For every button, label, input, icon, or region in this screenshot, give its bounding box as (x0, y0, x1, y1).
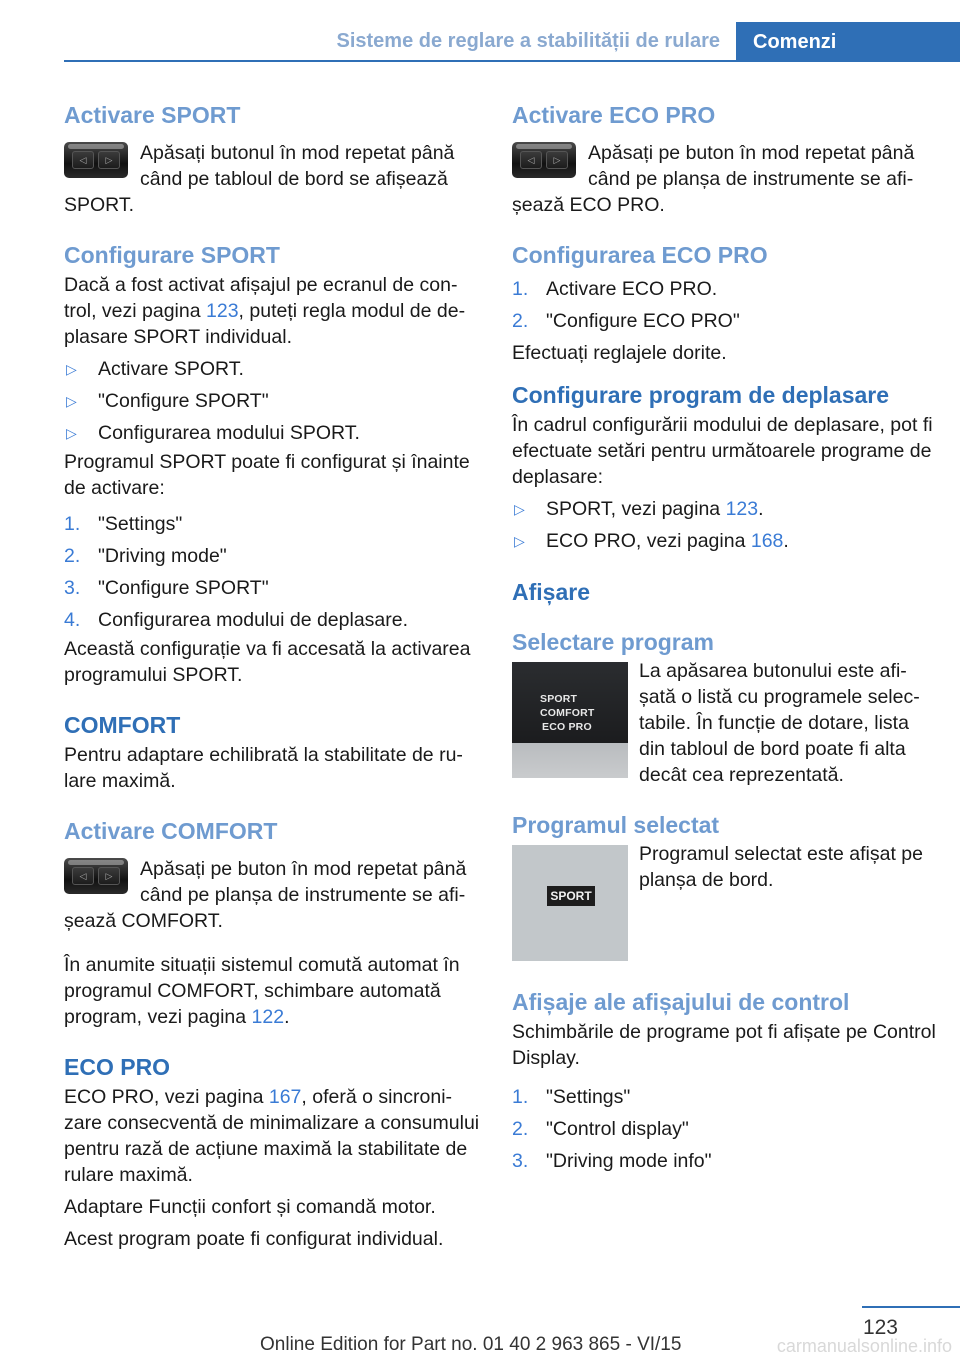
heading-activare-comfort: Activare COMFORT (64, 818, 278, 844)
page-link-123[interactable]: 123 (206, 300, 239, 322)
eco-pro-text2: Adaptare Funcții confort și comandă motor. (64, 1196, 436, 1218)
heading-configurarea-eco-pro: Configurarea ECO PRO (512, 242, 768, 268)
activare-sport-paragraph: ◁ ▷ Apăsați butonul în mod repetat până când pe tabloul de bord se afișează SPORT. (64, 142, 455, 216)
arrow-left-icon: ◁ (72, 867, 94, 885)
activare-comfort-paragraph: ◁ ▷ Apăsați pe buton în mod repetat până când pe planșa de instrumente se afișează COMFORT. (64, 858, 467, 932)
page-link-168[interactable]: 168 (750, 530, 784, 552)
triangle-bullet-icon: ▷ (66, 425, 77, 441)
programul-selectat-block: SPORT Programul selectat este afișat pe planșa de bord. (512, 841, 936, 965)
header-rule (64, 60, 960, 62)
program-list-display-image: SPORT COMFORT ECO PRO (512, 662, 628, 778)
list-item: 4. Configurarea modului de deplasare. (64, 609, 409, 631)
configurare-sport-steps (64, 508, 482, 636)
edition-text: Online Edition for Part no. 01 40 2 963 865 - VI/15 (260, 1334, 682, 1355)
heading-configurare-sport: Configurare SPORT (64, 242, 280, 268)
arrow-right-icon: ▷ (98, 151, 120, 169)
list-item: ▷ Configurarea modului SPORT. (66, 422, 360, 444)
right-column (512, 100, 936, 1177)
section-title: Sisteme de reglare a stabilității de rulare (336, 30, 720, 52)
triangle-bullet-icon: ▷ (514, 533, 525, 549)
watermark: carmanualsonline.info (776, 1336, 952, 1356)
configurare-sport-bullets (64, 353, 482, 449)
driving-mode-button-icon (64, 142, 128, 178)
triangle-bullet-icon: ▷ (514, 501, 525, 517)
page-link-123[interactable]: 123 (725, 498, 759, 520)
list-item: 3. "Configure SPORT" (64, 577, 269, 599)
chapter-tab: Comenzi (736, 22, 960, 62)
arrow-right-icon: ▷ (98, 867, 120, 885)
list-item: 2. "Control display" (512, 1118, 689, 1140)
arrow-right-icon: ▷ (546, 151, 568, 169)
eco-pro-text3: Acest program poate fi configurat individual. (64, 1228, 444, 1250)
activare-comfort-text2: În anumite situații sistemul comută automat în programul COMFORT, schimbare automată program, vezi pagina 122. (64, 954, 460, 1028)
driving-mode-button-icon (512, 142, 576, 178)
page-link-122[interactable]: 122 (251, 1006, 285, 1028)
configurare-sport-text3: Această configurație va fi accesată la activarea programului SPORT. (64, 638, 471, 686)
list-item: ▷ SPORT, vezi pagina 123. (514, 498, 764, 520)
list-item: ▷ Activare SPORT. (66, 358, 244, 380)
activare-eco-paragraph: ◁ ▷ Apăsați pe buton în mod repetat până când pe planșa de instrumente se afișează ECO PRO. (512, 142, 915, 216)
eco-pro-paragraph: ECO PRO, vezi pagina 167, oferă o sincronizare consecventă de minimalizare a consumului pentru rază de acțiune maximă la stabilitate de rulare maximă. (64, 1086, 480, 1186)
list-item: 3. "Driving mode info" (512, 1150, 712, 1172)
list-item: ▷ "Configure SPORT" (66, 390, 269, 412)
driving-mode-button-icon (64, 858, 128, 894)
heading-eco-pro: ECO PRO (64, 1054, 171, 1080)
selected-program-display-image: SPORT (512, 845, 628, 961)
heading-selectare-program: Selectare program (512, 629, 714, 655)
heading-activare-sport: Activare SPORT (64, 102, 241, 128)
configurare-sport-text2: Programul SPORT poate fi configurat și înainte de activare: (64, 451, 470, 499)
page-number: 123 (862, 1316, 898, 1339)
heading-programul-selectat: Programul selectat (512, 812, 720, 838)
heading-afisare: Afișare (512, 579, 590, 605)
heading-afisaje-control: Afișaje ale afișajului de control (512, 989, 850, 1015)
list-item: ▷ ECO PRO, vezi pagina 168. (514, 530, 789, 552)
heading-comfort: COMFORT (64, 712, 181, 738)
footer-rule (862, 1306, 960, 1308)
list-item: 1. "Settings" (512, 1086, 631, 1108)
list-item: 1. Activare ECO PRO. (512, 278, 718, 300)
configurarea-eco-steps (512, 273, 936, 337)
selectare-program-block: SPORT COMFORT ECO PRO La apăsarea butonului este afișată o listă cu programele selectabile. În funcție de dotare, lista din tabloul de bord poate fi alta decât cea reprezentată. (512, 658, 936, 788)
heading-activare-eco-pro: Activare ECO PRO (512, 102, 716, 128)
left-column (64, 100, 482, 1252)
configurare-sport-intro: Dacă a fost activat afișajul pe ecranul de control, vezi pagina 123, puteți regla modul de deplasare SPORT individual. (64, 274, 466, 348)
list-item: 1. "Settings" (64, 513, 183, 535)
configurare-program-text: În cadrul configurării modului de deplasare, pot fi efectuate setări pentru următoarele programe de deplasare: (512, 414, 933, 488)
triangle-bullet-icon: ▷ (66, 393, 77, 409)
page-link-167[interactable]: 167 (268, 1086, 302, 1108)
heading-configurare-program: Configurare program de deplasare (512, 382, 890, 408)
afisaje-text: Schimbările de programe pot fi afișate pe Control Display. (512, 1021, 936, 1069)
comfort-paragraph: Pentru adaptare echilibrată la stabilitate de rulare maximă. (64, 744, 463, 792)
afisaje-steps (512, 1081, 936, 1177)
triangle-bullet-icon: ▷ (66, 361, 77, 377)
list-item: 2. "Driving mode" (64, 545, 227, 567)
arrow-left-icon: ◁ (72, 151, 94, 169)
arrow-left-icon: ◁ (520, 151, 542, 169)
list-item: 2. "Configure ECO PRO" (512, 310, 740, 332)
configurarea-eco-text: Efectuați reglajele dorite. (512, 342, 727, 364)
configurare-program-bullets (512, 493, 936, 557)
